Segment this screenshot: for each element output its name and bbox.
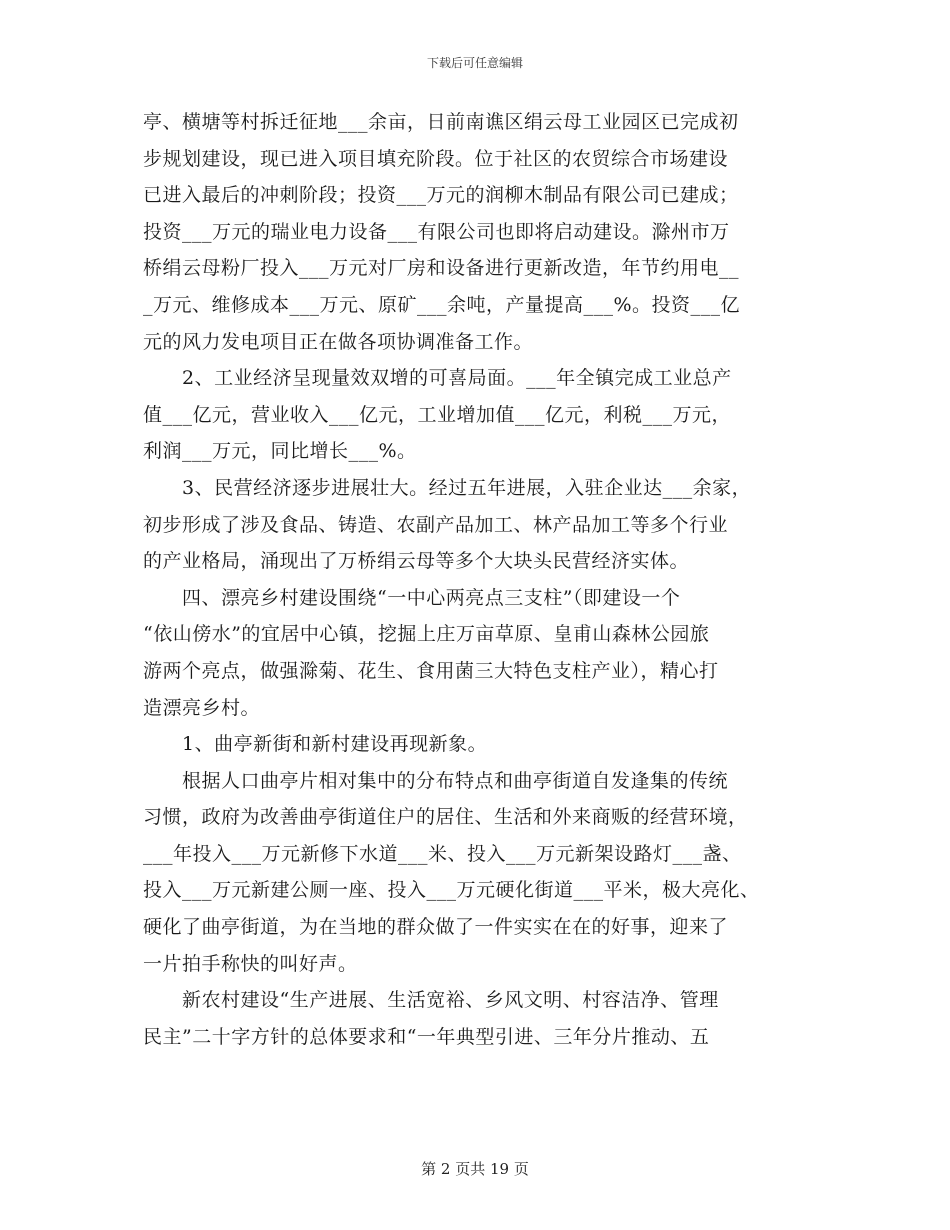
paragraph bbox=[143, 763, 823, 983]
text-line: 投入___万元新建公厕一座、投入___万元硬化街道___平米，极大亮化、 bbox=[143, 879, 760, 902]
text-line: 投资___万元的瑞业电力设备___有限公司也即将启动建设。滁州市万 bbox=[143, 220, 730, 243]
paragraph bbox=[143, 580, 823, 726]
text-line: 步规划建设，现已进入项目填充阶段。位于社区的农贸综合市场建设 bbox=[143, 147, 729, 170]
paragraph bbox=[143, 360, 823, 470]
page-header: 下载后可任意编辑 bbox=[426, 56, 523, 70]
paragraph bbox=[143, 104, 823, 360]
text-line: 的产业格局，涌现出了万桥绢云母等多个大块头民营经济实体。 bbox=[143, 550, 690, 573]
text-line: 3、民营经济逐步进展壮大。经过五年进展，入驻企业达___余家， bbox=[143, 476, 752, 499]
text-line: 1、曲亭新街和新村建设再现新象。 bbox=[143, 733, 488, 756]
text-line: 亭、横塘等村拆迁征地___余亩，日前南谯区绢云母工业园区已完成初 bbox=[143, 111, 739, 133]
paragraph bbox=[143, 982, 823, 1055]
text-line: 四、漂亮乡村建设围绕“一中心两亮点三支柱”（即建设一个 bbox=[143, 586, 681, 609]
text-line: 2、工业经济呈现量效双增的可喜局面。___年全镇完成工业总产 bbox=[143, 367, 732, 390]
text-line: 游两个亮点，做强滁菊、花生、食用菌三大特色支柱产业），精心打 bbox=[143, 659, 719, 682]
text-line: 已进入最后的冲刺阶段；投资___万元的润柳木制品有限公司已建成； bbox=[143, 184, 739, 207]
text-line: 硬化了曲亭街道，为在当地的群众做了一件实实在在的好事，迎来了 bbox=[143, 916, 729, 939]
text-line: “依山傍水”的宜居中心镇，挖掘上庄万亩草原、皇甫山森林公园旅 bbox=[143, 623, 710, 646]
text-line: 一片拍手称快的叫好声。 bbox=[143, 952, 358, 975]
text-line: _万元、维修成本___万元、原矿___余吨，产量提高___%。投资___亿 bbox=[143, 293, 741, 316]
text-line: 利润___万元，同比增长___%。 bbox=[143, 440, 417, 463]
text-line: 习惯，政府为改善曲亭街道住户的居住、生活和外来商贩的经营环境， bbox=[143, 806, 748, 829]
page-footer: 第 2 页共 19 页 bbox=[421, 1160, 529, 1178]
text-line: 造漂亮乡村。 bbox=[143, 696, 261, 719]
paragraph bbox=[143, 470, 823, 580]
text-line: 元的风力发电项目正在做各项协调准备工作。 bbox=[143, 330, 534, 353]
text-line: ___年投入___万元新修下水道___米、投入___万元新架设路灯___盏、 bbox=[143, 842, 742, 865]
text-line: 初步形成了涉及食品、铸造、农副产品加工、林产品加工等多个行业 bbox=[143, 513, 729, 536]
document-body bbox=[143, 104, 823, 1055]
text-line: 根据人口曲亭片相对集中的分布特点和曲亭街道自发逢集的传统 bbox=[143, 769, 729, 792]
text-line: 新农村建设“生产进展、生活宽裕、乡风文明、村容洁净、管理 bbox=[143, 989, 719, 1012]
text-line: 民主”二十字方针的总体要求和“一年典型引进、三年分片推动、五 bbox=[143, 1025, 710, 1048]
paragraph bbox=[143, 726, 823, 763]
text-line: 值___亿元，营业收入___亿元，工业增加值___亿元，利税___万元， bbox=[143, 403, 732, 426]
text-line: 桥绢云母粉厂投入___万元对厂房和设备进行更新改造，年节约用电__ bbox=[143, 257, 740, 280]
